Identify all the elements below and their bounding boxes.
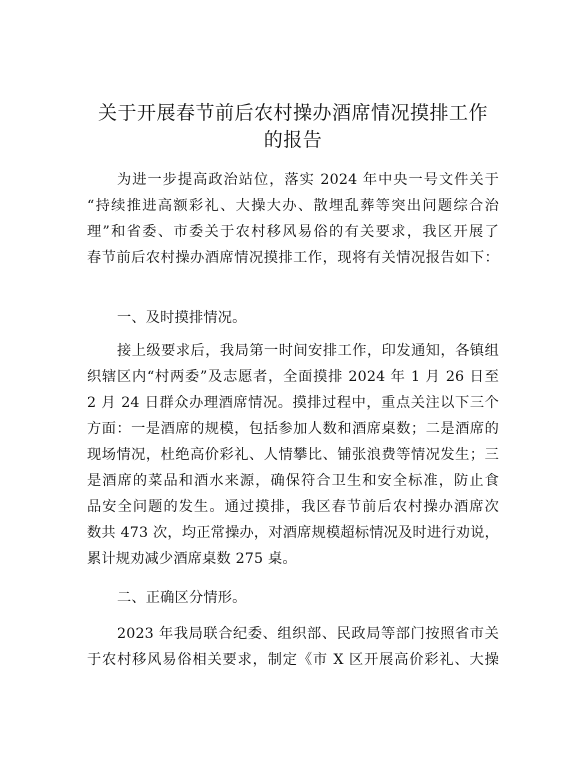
section-1-line-5: 现场情况，杜绝高价彩礼、人情攀比、铺张浪费等情况发生；三	[87, 447, 499, 463]
intro-line-2: “持续推进高额彩礼、大操大办、散埋乱葬等突出问题综合治	[87, 198, 499, 214]
section-1-line-3: 2 月 24 日群众办理酒席情况。摸排过程中，重点关注以下三个	[87, 395, 499, 411]
section-1-line-1: 接上级要求后，我局第一时间安排工作，印发通知，各镇组	[117, 343, 499, 359]
section-2-heading: 二、正确区分情形。	[117, 590, 247, 606]
section-1-line-9: 累计规劝减少酒席桌数 275 桌。	[87, 551, 297, 567]
intro-line-3: 理”和省委、市委关于农村移风易俗的有关要求，我区开展了	[87, 224, 499, 240]
section-1-line-8: 数共 473 次，均正常操办，对酒席规模超标情况及时进行劝说，	[87, 525, 499, 541]
section-1-line-4: 方面：一是酒席的规模，包括参加人数和酒席桌数；二是酒席的	[87, 421, 499, 437]
section-1-heading: 一、及时摸排情况。	[117, 310, 247, 326]
intro-line-1: 为进一步提高政治站位，落实 2024 年中央一号文件关于	[117, 172, 499, 188]
section-2-line-1: 2023 年我局联合纪委、组织部、民政局等部门按照省市关	[117, 626, 499, 642]
section-1-line-7: 品安全问题的发生。通过摸排，我区春节前后农村操办酒席次	[87, 499, 499, 515]
section-2-line-2: 于农村移风易俗相关要求，制定《市 X 区开展高价彩礼、大操	[87, 652, 499, 668]
intro-line-4: 春节前后农村操办酒席情况摸排工作，现将有关情况报告如下：	[87, 250, 499, 266]
document-title-line-2: 的报告	[263, 129, 323, 151]
section-1-line-2: 织辖区内“村两委”及志愿者，全面摸排 2024 年 1 月 26 日至	[87, 369, 499, 385]
document-title-line-1: 关于开展春节前后农村操办酒席情况摸排工作	[97, 102, 488, 124]
section-1-line-6: 是酒席的菜品和酒水来源，确保符合卫生和安全标准，防止食	[87, 473, 499, 489]
